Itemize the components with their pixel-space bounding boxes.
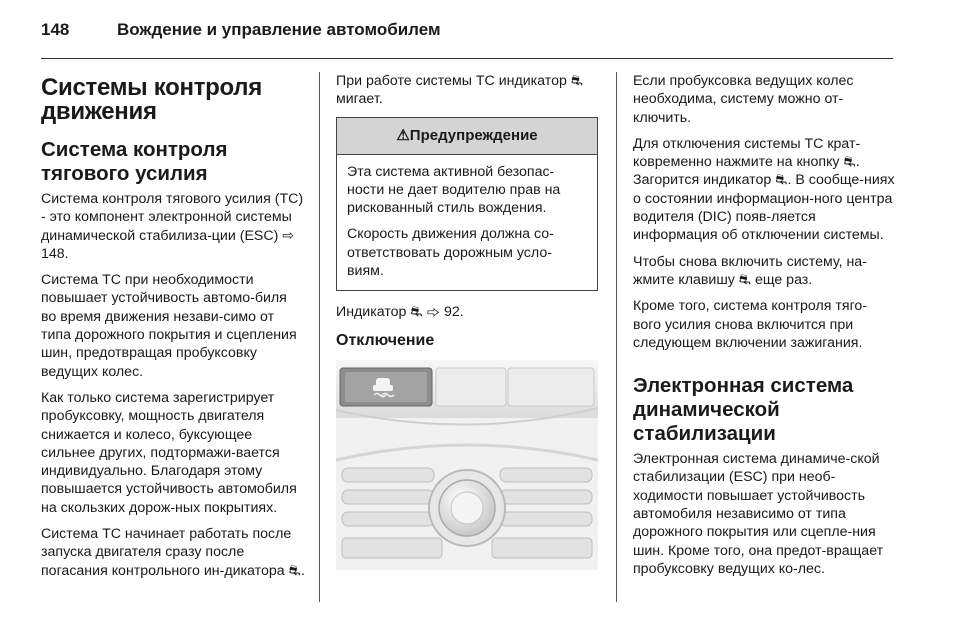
- paragraph: Система TC при необходимости повышает устойчивость автомо-биля во время движения незави-симо от типа дорожного покрытия и сцепления шин, предотвращая пробуксовку ведущих колес.: [41, 272, 297, 380]
- warning-box: [336, 117, 598, 292]
- column-divider: [616, 72, 617, 602]
- paragraph: Кроме того, система контроля тяго-вого усилия снова включится при следующем включении зажигания.: [633, 298, 868, 351]
- section-title: Системы контроля движения: [41, 74, 262, 125]
- column-divider: [319, 72, 320, 602]
- paragraph: Индикатор ⛐ ⇨ 92.: [336, 304, 464, 321]
- paragraph: При работе системы TC индикатор ⛐ мигает.: [336, 73, 584, 108]
- paragraph: Система TC начинает работать после запуска двигателя сразу после погасания контрольного ин-дикатора ⛐.: [41, 526, 305, 579]
- paragraph: Система контроля тягового усилия (TC) - это компонент электронной системы динамической стабилиза-ции (ESC) ⇨ 148.: [41, 191, 304, 262]
- chapter-title: Вождение и управление автомобилем: [117, 20, 441, 39]
- column-3: [633, 72, 895, 586]
- subsection-title: Система контроля тягового усилия: [41, 138, 228, 185]
- column-1: [41, 72, 305, 588]
- subsection-title: Отключение: [336, 331, 435, 349]
- paragraph: Если пробуксовка ведущих колес необходима, систему можно от-ключить.: [633, 73, 854, 126]
- paragraph: Электронная система динамиче-ской стабилизации (ESC) при необ-ходимости повышает устойчивость автомобиля независимо от типа дорожного покрытия или сцепле-ния шин. Кроме того, она предот-вращает пробуксовку ведущих ко-лес.: [633, 451, 884, 577]
- paragraph: Для отключения системы TC крат-ковременно нажмите на кнопку ⛐. Загорится индикатор ⛐. В сообще-ниях о состоянии информацион-ного центра водителя (DIC) появ-ляется информация об отключении системы.: [633, 135, 895, 244]
- warning-paragraph: Эта система активной безопас-ности не дает водителю прав на рискованный стиль вождения.: [347, 163, 561, 217]
- paragraph: Чтобы снова включить систему, на-жмите клавишу ⛐ еще раз.: [633, 253, 867, 288]
- warning-paragraph: Скорость движения должна со-ответствовать дорожным усло-виям.: [347, 226, 554, 280]
- dashboard-button-illustration: [336, 360, 598, 570]
- page-header: [41, 20, 441, 40]
- dashboard-illustration-svg: [336, 360, 598, 570]
- warning-title: ⚠Предупреждение: [337, 118, 597, 155]
- paragraph: Как только система зарегистрирует пробуксовку, мощность двигателя снижается и колесо, буксующее сильнее других, подтормажи-вается индивидуально. Благодаря этому повышается устойчивость автомобиля на скользких дорож-ных покрытиях.: [41, 389, 297, 516]
- subsection-title: Электронная система динамической стабилизации: [633, 374, 854, 446]
- page-number: 148: [41, 20, 70, 39]
- header-rule: [41, 58, 893, 59]
- column-2: [336, 72, 598, 570]
- warning-body: [337, 155, 597, 291]
